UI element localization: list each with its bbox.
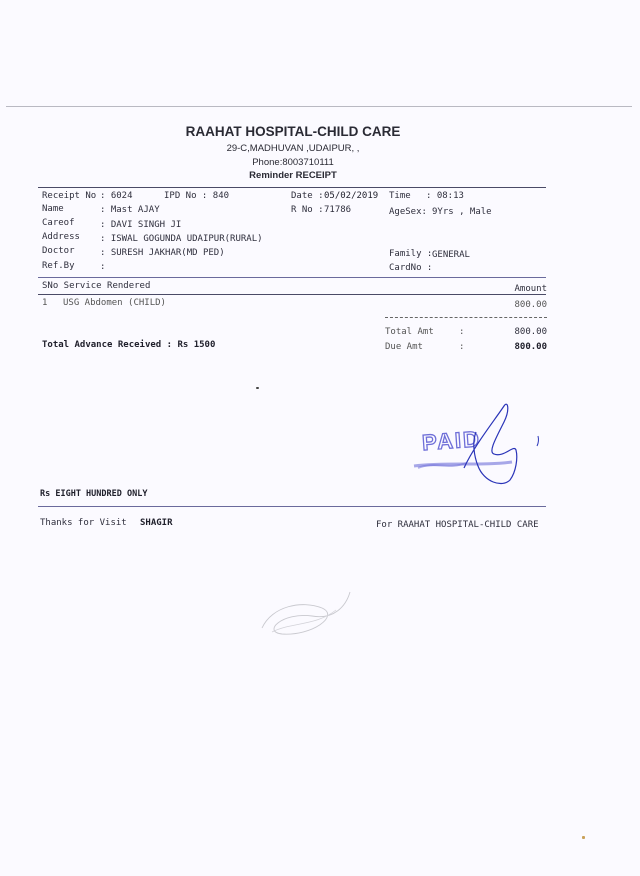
paper-speck-2 — [582, 836, 585, 839]
doctor-value: : SURESH JAKHAR(MD PED) — [100, 248, 225, 258]
hospital-name: RAAHAT HOSPITAL-CHILD CARE — [185, 124, 401, 139]
receipt-no-label: Receipt No — [42, 191, 97, 201]
receipt-no-value: : 6024 — [100, 191, 133, 201]
time-label: Time — [389, 191, 411, 201]
table-row-service: USG Abdomen (CHILD) — [63, 298, 166, 308]
time-value: : 08:13 — [426, 191, 464, 201]
agesex-label: AgeSex: — [389, 207, 427, 217]
amount-in-words: Rs EIGHT HUNDRED ONLY — [40, 489, 148, 499]
total-amt-label: Total Amt — [385, 327, 434, 337]
footer-divider — [38, 506, 546, 507]
hospital-phone: Phone:8003710111 — [252, 157, 334, 168]
paper-edge-line — [6, 106, 632, 107]
thanks-label: Thanks for Visit — [40, 518, 127, 528]
due-amt-colon: : — [459, 342, 465, 352]
date-label: Date : — [291, 191, 324, 201]
name-label: Name — [42, 204, 64, 214]
cardno-label: CardNo : — [389, 263, 433, 273]
hospital-address: 29-C,MADHUVAN ,UDAIPUR, , — [226, 143, 360, 154]
family-value: GENERAL — [432, 250, 470, 260]
total-amt-value: 800.00 — [514, 327, 547, 337]
address-value: : ISWAL GOGUNDA UDAIPUR(RURAL) — [100, 234, 263, 244]
paid-stamp-text: PAID — [421, 426, 482, 456]
date-value: 05/02/2019 — [324, 191, 379, 201]
for-hospital: For RAAHAT HOSPITAL-CHILD CARE — [376, 520, 539, 530]
document-type: Reminder RECEIPT — [249, 170, 337, 181]
totals-dashed-line — [385, 317, 547, 318]
table-row-sno: 1 — [42, 298, 48, 308]
paid-stamp-icon — [414, 426, 512, 468]
rno-value: 71786 — [324, 205, 352, 215]
header-divider — [38, 187, 546, 188]
table-header-divider — [38, 294, 546, 295]
doctor-label: Doctor — [42, 246, 75, 256]
total-advance-received: Total Advance Received : Rs 1500 — [42, 340, 216, 350]
total-amt-colon: : — [459, 327, 465, 337]
table-header-amount: Amount — [514, 284, 547, 294]
ipd-no: IPD No : 840 — [164, 191, 230, 201]
faint-scribble-icon — [252, 586, 362, 646]
family-label: Family : — [389, 249, 433, 259]
address-label: Address — [42, 232, 80, 242]
careof-value: : DAVI SINGH JI — [100, 220, 182, 230]
table-row-amount: 800.00 — [514, 300, 547, 310]
agesex-value: 9Yrs , Male — [432, 207, 492, 217]
paper-speck — [256, 387, 259, 389]
refby-value: : — [100, 262, 106, 272]
due-amt-value: 800.00 — [514, 342, 547, 352]
due-amt-label: Due Amt — [385, 342, 423, 352]
table-header-service: SNo Service Rendered — [42, 281, 151, 291]
paid-stamp-signature — [404, 396, 550, 496]
rno-label: R No : — [291, 205, 324, 215]
name-value: : Mast AJAY — [100, 205, 160, 215]
refby-label: Ref.By — [42, 261, 75, 271]
careof-label: Careof — [42, 218, 75, 228]
info-divider — [38, 277, 546, 278]
staff-name: SHAGIR — [140, 518, 173, 528]
